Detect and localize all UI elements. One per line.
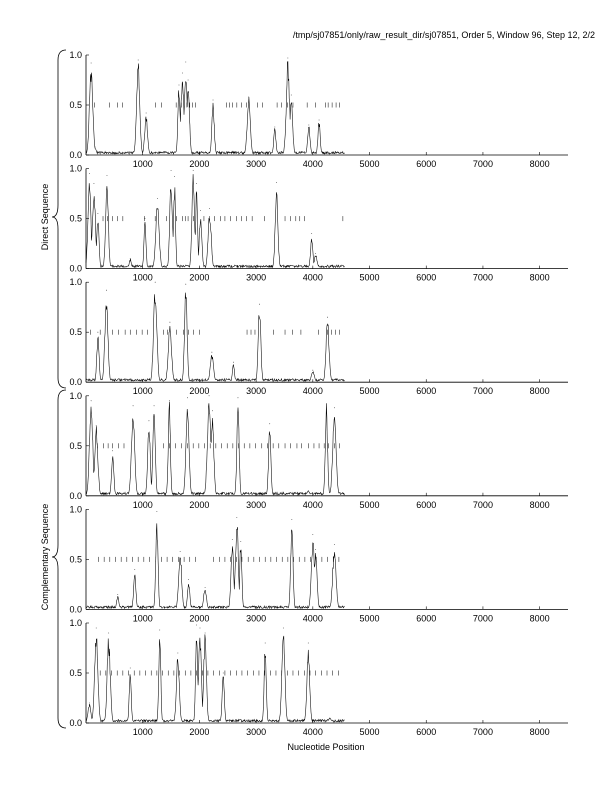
x-tick-label: 5000 xyxy=(359,613,380,624)
data-point xyxy=(146,113,147,114)
data-point xyxy=(315,253,316,254)
data-point xyxy=(269,423,270,424)
data-point xyxy=(308,643,309,644)
data-point xyxy=(232,539,233,540)
data-point xyxy=(211,352,212,353)
x-tick-label: 6000 xyxy=(416,613,437,624)
x-tick-label: 3000 xyxy=(246,386,267,397)
x-tick-label: 5000 xyxy=(359,386,380,397)
complementary-sequence-bracket xyxy=(40,390,66,728)
y-tick-label: 0.0 xyxy=(69,377,82,388)
data-point xyxy=(312,534,313,535)
data-point xyxy=(213,100,214,101)
data-point xyxy=(133,405,134,406)
data-point xyxy=(145,218,146,219)
data-point xyxy=(138,60,139,61)
x-tick-label: 4000 xyxy=(302,613,323,624)
data-point xyxy=(157,198,158,199)
data-point xyxy=(200,628,201,629)
x-tick-label: 8000 xyxy=(529,727,550,737)
complementary-sequence-label: Complementary Sequence xyxy=(40,503,50,611)
panels-layer xyxy=(69,50,568,737)
x-tick-label: 4000 xyxy=(302,727,323,737)
x-tick-label: 6000 xyxy=(416,159,437,169)
x-tick-label: 1000 xyxy=(132,613,153,624)
data-point xyxy=(196,625,197,626)
series-line xyxy=(86,402,345,495)
data-point xyxy=(188,579,189,580)
x-tick-label: 5000 xyxy=(359,272,380,283)
data-point xyxy=(108,633,109,634)
x-tick-label: 3000 xyxy=(246,272,267,283)
data-point xyxy=(96,628,97,629)
data-point xyxy=(174,176,175,177)
data-point xyxy=(154,405,155,406)
x-tick-label: 7000 xyxy=(472,727,493,737)
series-line xyxy=(86,634,345,722)
data-point xyxy=(134,569,135,570)
y-tick-label: 1.0 xyxy=(69,50,82,60)
x-tick-label: 5000 xyxy=(359,727,380,737)
x-tick-label: 1000 xyxy=(132,272,153,283)
x-tick-label: 6000 xyxy=(416,272,437,283)
y-tick-label: 0.5 xyxy=(69,440,82,451)
x-tick-label: 4000 xyxy=(302,159,323,169)
data-point xyxy=(327,317,328,318)
y-tick-label: 0.0 xyxy=(69,490,82,501)
data-point xyxy=(89,173,90,174)
x-tick-label: 2000 xyxy=(189,272,210,283)
data-point xyxy=(170,322,171,323)
data-point xyxy=(259,304,260,305)
series-line xyxy=(86,523,345,608)
x-tick-label: 7000 xyxy=(472,272,493,283)
data-point xyxy=(238,397,239,398)
data-point xyxy=(130,258,131,259)
x-axis-label: Nucleotide Position xyxy=(287,742,365,752)
y-tick-label: 1.0 xyxy=(69,504,82,515)
x-tick-label: 2000 xyxy=(189,386,210,397)
direct-sequence-label: Direct Sequence xyxy=(40,183,50,251)
data-point xyxy=(308,490,309,491)
y-tick-label: 0.5 xyxy=(69,668,82,678)
data-point xyxy=(179,85,180,86)
x-tick-label: 8000 xyxy=(529,159,550,169)
y-tick-label: 0.5 xyxy=(69,213,82,224)
data-point xyxy=(319,120,320,121)
panel-complementary-frame-2 xyxy=(69,504,568,623)
data-point xyxy=(107,175,108,176)
data-point xyxy=(193,170,194,171)
data-point xyxy=(177,653,178,654)
x-tick-label: 2000 xyxy=(189,613,210,624)
x-tick-label: 1000 xyxy=(132,499,153,510)
x-tick-label: 8000 xyxy=(529,272,550,283)
data-point xyxy=(180,551,181,552)
data-point xyxy=(200,210,201,211)
x-tick-label: 5000 xyxy=(359,159,380,169)
x-tick-label: 1000 xyxy=(132,386,153,397)
data-point xyxy=(112,450,113,451)
direct-brace xyxy=(52,50,66,388)
series-line xyxy=(86,293,345,382)
x-tick-label: 6000 xyxy=(416,499,437,510)
y-tick-label: 1.0 xyxy=(69,163,82,174)
data-point xyxy=(329,718,330,719)
data-point xyxy=(248,97,249,98)
x-tick-label: 2000 xyxy=(189,727,210,737)
x-tick-label: 6000 xyxy=(416,386,437,397)
x-tick-label: 7000 xyxy=(472,159,493,169)
series-line xyxy=(86,61,345,154)
y-tick-label: 0.0 xyxy=(69,263,82,274)
y-tick-label: 0.0 xyxy=(69,150,82,160)
data-point xyxy=(94,183,95,184)
data-point xyxy=(95,147,96,148)
x-tick-label: 4000 xyxy=(302,499,323,510)
data-point xyxy=(209,208,210,209)
data-point xyxy=(209,395,210,396)
data-point xyxy=(185,284,186,285)
x-tick-label: 3000 xyxy=(246,499,267,510)
data-point xyxy=(196,183,197,184)
data-point xyxy=(287,58,288,59)
y-tick-label: 0.0 xyxy=(69,604,82,615)
y-tick-label: 0.5 xyxy=(69,100,82,110)
x-tick-label: 2000 xyxy=(189,499,210,510)
y-tick-label: 1.0 xyxy=(69,277,82,288)
x-tick-label: 3000 xyxy=(246,613,267,624)
x-tick-label: 4000 xyxy=(302,386,323,397)
panel-direct-frame-3 xyxy=(69,277,568,396)
data-point xyxy=(159,630,160,631)
data-point xyxy=(117,594,118,595)
data-point xyxy=(205,587,206,588)
data-point xyxy=(188,80,189,81)
data-point xyxy=(187,397,188,398)
x-tick-label: 7000 xyxy=(472,613,493,624)
x-tick-label: 1000 xyxy=(132,159,153,169)
y-tick-label: 0.0 xyxy=(69,718,82,728)
data-point xyxy=(312,370,313,371)
data-point xyxy=(315,549,316,550)
data-point xyxy=(96,425,97,426)
x-tick-label: 3000 xyxy=(246,159,267,169)
y-tick-label: 1.0 xyxy=(69,618,82,628)
data-point xyxy=(283,628,284,629)
data-point xyxy=(205,633,206,634)
complementary-brace xyxy=(52,390,66,728)
x-tick-label: 4000 xyxy=(302,272,323,283)
data-point xyxy=(185,62,186,63)
page-title: /tmp/sj07851/only/raw_result_dir/sj07851, Order 5, Window 96, Step 12, 2/2 xyxy=(292,30,595,40)
data-point xyxy=(276,182,277,183)
data-point xyxy=(233,362,234,363)
data-point xyxy=(308,125,309,126)
y-tick-label: 0.5 xyxy=(69,554,82,565)
x-tick-label: 1000 xyxy=(132,727,153,737)
x-tick-label: 8000 xyxy=(529,499,550,510)
data-point xyxy=(265,643,266,644)
data-point xyxy=(91,400,92,401)
x-tick-label: 3000 xyxy=(246,727,267,737)
x-tick-label: 7000 xyxy=(472,386,493,397)
x-tick-label: 8000 xyxy=(529,386,550,397)
data-point xyxy=(240,541,241,542)
panel-direct-frame-2 xyxy=(69,164,568,283)
data-point xyxy=(156,511,157,512)
x-tick-label: 7000 xyxy=(472,499,493,510)
data-point xyxy=(311,233,312,234)
data-point xyxy=(236,517,237,518)
data-point xyxy=(91,63,92,64)
data-point xyxy=(182,73,183,74)
panel-complementary-frame-1 xyxy=(69,391,568,510)
data-point xyxy=(291,519,292,520)
y-tick-label: 1.0 xyxy=(69,390,82,401)
y-tick-label: 0.5 xyxy=(69,327,82,338)
x-tick-label: 6000 xyxy=(416,727,437,737)
data-point xyxy=(155,282,156,283)
data-point xyxy=(149,420,150,421)
data-point xyxy=(223,673,224,674)
data-point xyxy=(334,407,335,408)
x-tick-label: 8000 xyxy=(529,613,550,624)
data-point xyxy=(171,170,172,171)
data-point xyxy=(130,668,131,669)
data-point xyxy=(334,544,335,545)
direct-sequence-bracket xyxy=(40,50,66,388)
x-tick-label: 2000 xyxy=(189,159,210,169)
panel-direct-frame-1 xyxy=(69,50,568,169)
series-line xyxy=(86,174,345,268)
panel-complementary-frame-3 xyxy=(69,618,568,737)
data-point xyxy=(106,290,107,291)
data-point xyxy=(212,410,213,411)
data-point xyxy=(274,127,275,128)
x-tick-label: 5000 xyxy=(359,499,380,510)
data-point xyxy=(98,332,99,333)
data-point xyxy=(89,703,90,704)
data-point xyxy=(98,213,99,214)
data-point xyxy=(169,400,170,401)
data-point xyxy=(291,95,292,96)
data-point xyxy=(326,403,327,404)
